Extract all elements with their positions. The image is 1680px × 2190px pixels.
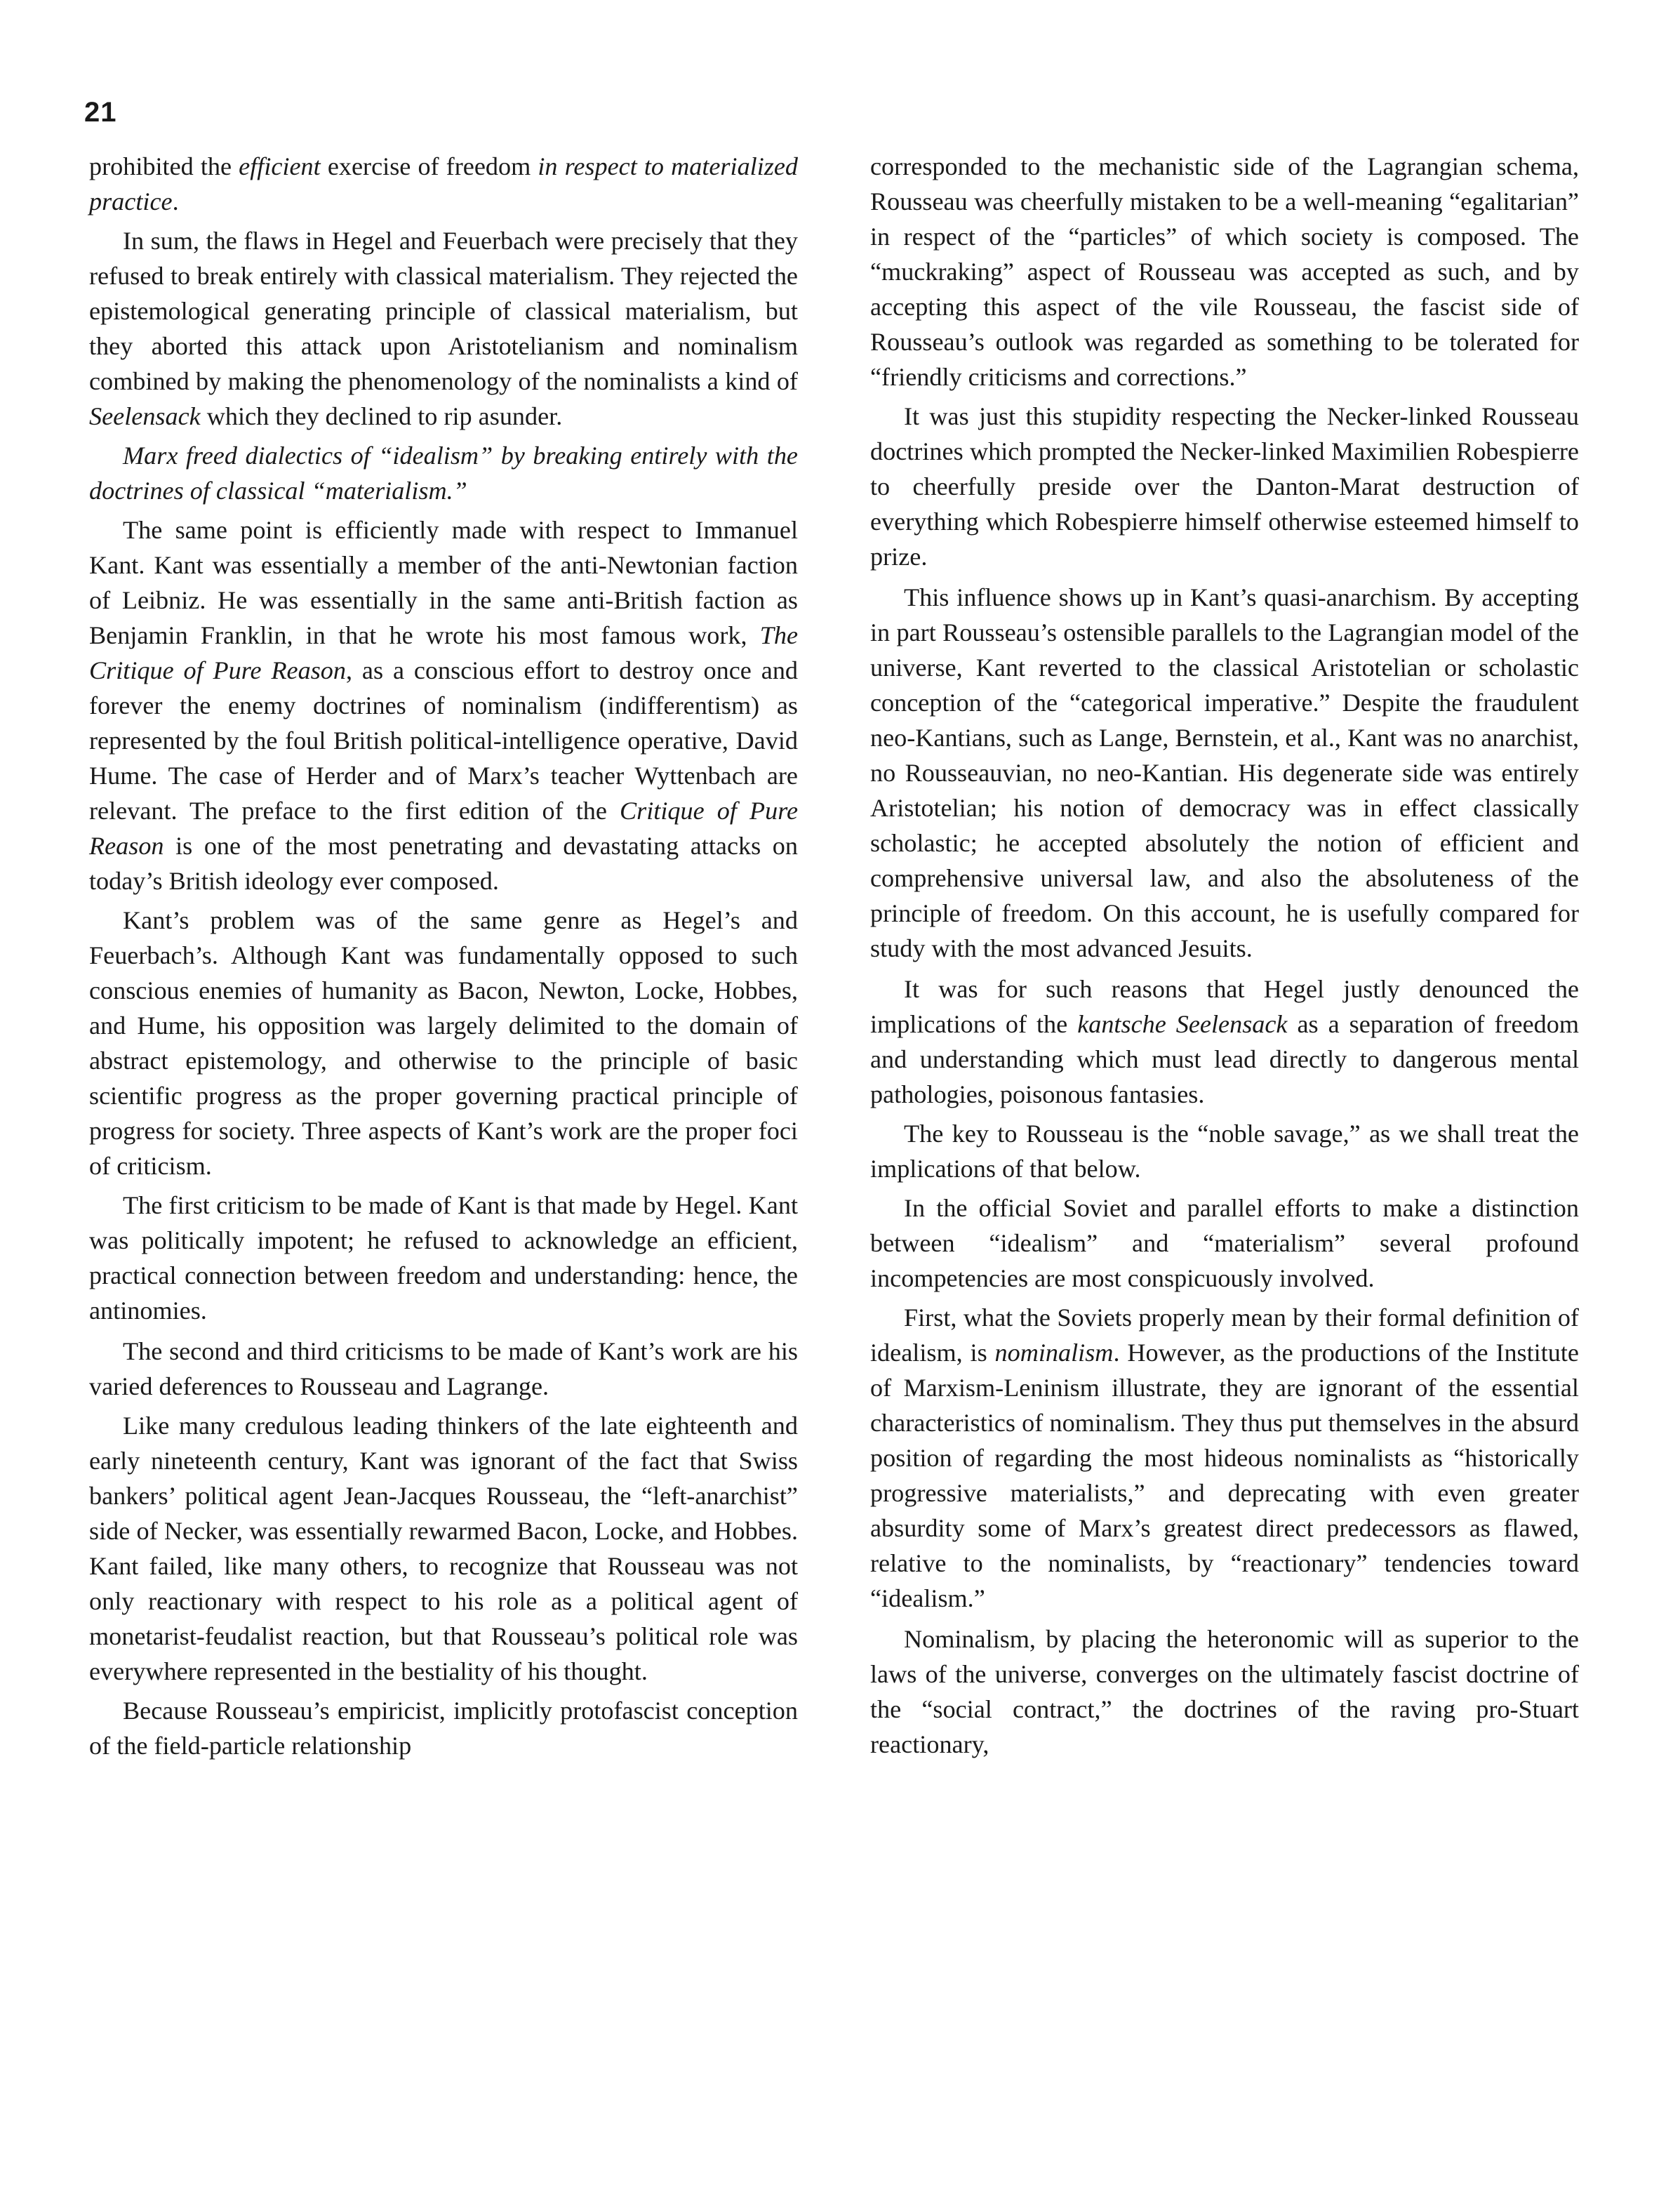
text-run: The first criticism to be made of Kant is that made by Hegel. Kant was politically impotent; he refused to acknowledge an efficient, practical connection between freedom and understanding: hence, the antinomies. — [89, 1191, 798, 1325]
text-run: Like many credulous leading thinkers of the late eighteenth and early nineteenth century, Kant was ignorant of the fact that Swiss bankers’ political agent Jean-Jacques Rousseau, the “left-anarchist” side of Necker, was essentially rewarmed Bacon, Locke, and Hobbes. Kant failed, like many others, to recognize that Rousseau was not only reactionary with respect to his role as a political agent of monetarist-feudalist reaction, but that Rousseau’s political role was everywhere represented in the bestiality of his thought. — [89, 1412, 798, 1685]
page-number: 21 — [84, 97, 117, 128]
text-run: prohibited the — [89, 152, 239, 180]
paragraph — [870, 1190, 1579, 1296]
paragraph — [870, 1300, 1579, 1616]
paragraph — [89, 149, 798, 219]
italic-text: The Critique of Pure Reason — [89, 621, 798, 684]
text-run: Because Rousseau’s empiricist, implicitly protofascist conception of the field-particle relationship — [89, 1697, 798, 1760]
text-run: The same point is efficiently made with respect to Immanuel Kant. Kant was essentially a member of the anti-Newtonian faction of Leibniz. He was essentially in the same anti-British faction as Benjamin Franklin, in that he wrote his most famous work, — [89, 516, 798, 649]
text-run: This influence shows up in Kant’s quasi-anarchism. By accepting in part Rousseau’s ostensible parallels to the Lagrangian model of the universe, Kant reverted to the classical Aristotelian or scholastic conception of the “categorical imperative.” Despite the fraudulent neo-Kantians, such as Lange, Bernstein, et al., Kant was no anarchist, no Rousseauvian, no neo-Kantian. His degenerate side was entirely Aristotelian; his notion of democracy was in effect classically scholastic; he accepted absolutely the notion of efficient and comprehensive universal law, and also the absoluteness of the principle of freedom. On this account, he is usefully compared for study with the most advanced Jesuits. — [870, 583, 1579, 962]
text-run: is one of the most penetrating and devastating attacks on today’s British ideology ever composed. — [89, 832, 798, 895]
paragraph — [870, 149, 1579, 394]
paragraph — [870, 580, 1579, 966]
italic-text: kantsche Seelensack — [1077, 1010, 1288, 1038]
paragraph — [89, 512, 798, 898]
text-run: Kant’s problem was of the same genre as Hegel’s and Feuerbach’s. Although Kant was fundamentally opposed to such conscious enemies of humanity as Bacon, Newton, Locke, Hobbes, and Hume, his opposition was largely delimited to the domain of abstract epistemology, and otherwise to the principle of basic scientific progress as the proper governing practical principle of progress for society. Three aspects of Kant’s work are the proper foci of criticism. — [89, 906, 798, 1180]
text-run: exercise of freedom — [320, 152, 538, 180]
text-run: It was just this stupidity respecting the Necker-linked Rousseau doctrines which prompted the Necker-linked Maximilien Robespierre to cheerfully preside over the Danton-Marat destruction of everything which Robespierre himself otherwise esteemed himself to prize. — [870, 402, 1579, 571]
paragraph — [89, 1408, 798, 1689]
paragraph — [89, 438, 798, 508]
paragraph — [870, 1621, 1579, 1762]
text-run: , as a conscious effort to destroy once and forever the enemy doctrines of nominalism (indifferentism) as represented by the foul British political-intelligence operative, David Hume. The case of Herder and of Marx’s teacher Wyttenbach are relevant. The preface to the first edition of the — [89, 656, 799, 825]
text-run: It was for such reasons that Hegel justly denounced the implications of the — [870, 975, 1579, 1038]
paragraph — [89, 223, 798, 434]
paragraph — [870, 971, 1579, 1112]
text-run: corresponded to the mechanistic side of the Lagrangian schema, Rousseau was cheerfully mistaken to be a well-meaning “egalitarian” in respect of the “particles” of which society is composed. The “muckraking” aspect of Rousseau was accepted as such, and by accepting this aspect of the vile Rousseau, the fascist side of Rousseau’s outlook was regarded as something to be tolerated for “friendly criticisms and corrections.” — [870, 152, 1579, 391]
text-run: The key to Rousseau is the “noble savage,” as we shall treat the implications of that below. — [870, 1120, 1579, 1183]
paragraph — [89, 1188, 798, 1328]
text-run: . — [172, 187, 179, 215]
text-run: which they declined to rip asunder. — [200, 402, 563, 430]
paragraph — [89, 903, 798, 1183]
text-run: First, what the Soviets properly mean by their formal definition of idealism, is — [870, 1303, 1579, 1367]
italic-text: Seelensack — [89, 402, 201, 430]
text-run: as a separation of freedom and understanding which must lead directly to dangerous mental pathologies, poisonous fantasies. — [870, 1010, 1579, 1108]
paragraph — [870, 399, 1579, 574]
paragraph — [89, 1334, 798, 1404]
italic-text: Marx freed dialectics of “idealism” by breaking entirely with the doctrines of classical “materialism.” — [89, 442, 798, 505]
left-column — [89, 149, 798, 1767]
text-run: . However, as the productions of the Institute of Marxism-Leninism illustrate, they are ignorant of the essential characteristics of nominalism. They thus put themselves in the absurd position of regarding the most hideous nominalists as “historically progressive materialists,” and deprecating with even greater absurdity some of Marx’s greatest direct predecessors as flawed, relative to the nominalists, by “reactionary” tendencies toward “idealism.” — [870, 1339, 1579, 1612]
text-run: The second and third criticisms to be made of Kant’s work are his varied deferences to Rousseau and Lagrange. — [89, 1337, 798, 1400]
text-run: In the official Soviet and parallel efforts to make a distinction between “idealism” and “materialism” several profound incompetencies are most conspicuously involved. — [870, 1194, 1579, 1292]
text-run: In sum, the flaws in Hegel and Feuerbach were precisely that they refused to break entirely with classical materialism. They rejected the epistemological generating principle of classical materialism, but they aborted this attack upon Aristotelianism and nominalism combined by making the phenomenology of the nominalists a kind of — [89, 227, 798, 395]
paragraph — [89, 1693, 798, 1763]
right-column — [870, 149, 1579, 1766]
italic-text: efficient — [239, 152, 321, 180]
italic-text: nominalism — [994, 1339, 1114, 1367]
paragraph — [870, 1116, 1579, 1186]
text-run: Nominalism, by placing the heteronomic will as superior to the laws of the universe, converges on the ultimately fascist doctrine of the “social contract,” the doctrines of the raving pro-Stuart reactionary, — [870, 1625, 1579, 1758]
italic-text: Critique of Pure Reason — [89, 797, 799, 860]
italic-text: in respect to materialized practice — [89, 152, 799, 215]
